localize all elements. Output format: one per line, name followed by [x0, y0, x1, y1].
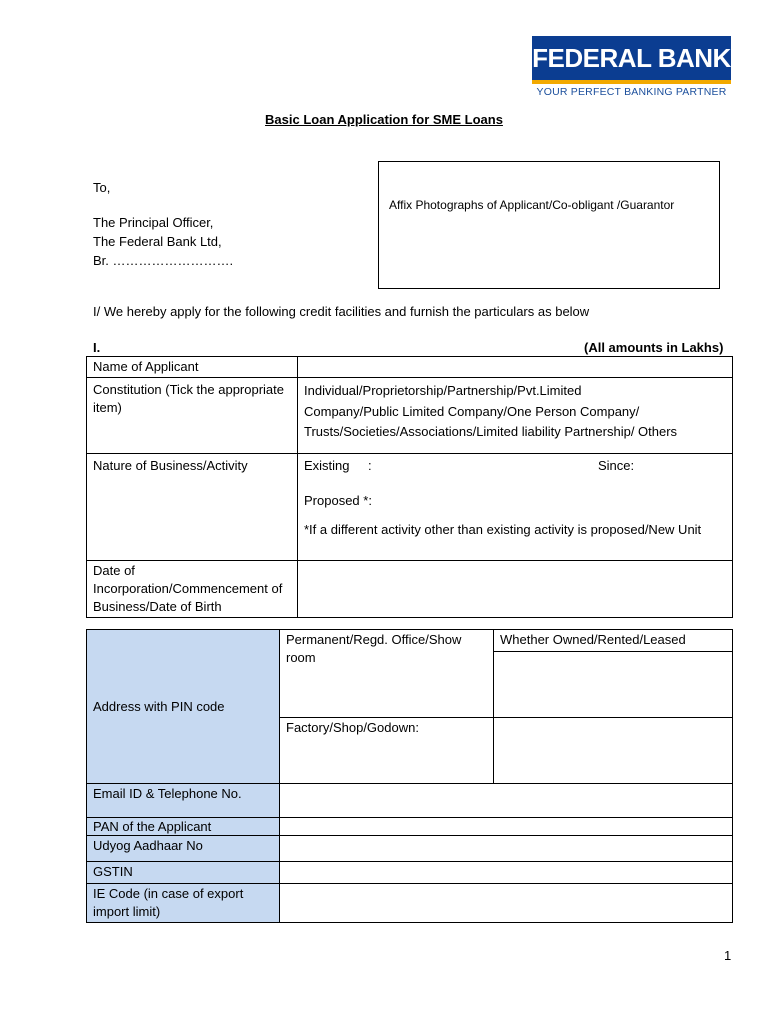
constitution-options[interactable]: [298, 378, 733, 454]
existing-label: Existing: [304, 458, 350, 473]
logo-tagline: YOUR PERFECT BANKING PARTNER: [536, 86, 727, 98]
nature-of-business-label: Nature of Business/Activity: [87, 454, 298, 561]
section-number: I.: [93, 340, 101, 355]
table-row: [87, 561, 733, 618]
date-of-incorporation-field[interactable]: [298, 561, 733, 618]
permanent-office-label: Permanent/Regd. Office/Show room: [286, 632, 462, 665]
name-of-applicant-label: Name of Applicant: [87, 357, 298, 378]
proposed-label: Proposed *:: [304, 493, 372, 508]
table-row: [87, 836, 733, 862]
table-row: [87, 862, 733, 884]
address-to: To,: [93, 180, 111, 195]
date-of-incorporation-label: Date of Incorporation/Commencement of Business/Date of Birth: [87, 561, 298, 618]
name-of-applicant-field[interactable]: [298, 357, 733, 378]
table-row: [87, 884, 733, 923]
federal-bank-logo: [532, 36, 731, 98]
table-row: [87, 357, 733, 378]
address-line-1: The Principal Officer,: [93, 215, 214, 230]
ie-code-label: IE Code (in case of export import limit): [87, 884, 280, 923]
address-with-pin-label: Address with PIN code: [87, 630, 280, 784]
existing-colon: :: [368, 458, 372, 473]
address-contact-table: [86, 629, 733, 923]
table-row: [87, 630, 733, 652]
ie-code-field[interactable]: [280, 884, 733, 923]
udyog-aadhaar-label: Udyog Aadhaar No: [87, 836, 280, 862]
nature-of-business-field[interactable]: [298, 454, 733, 561]
proposed-note: *If a different activity other than existing activity is proposed/New Unit: [304, 522, 702, 537]
gstin-field[interactable]: [280, 862, 733, 884]
amounts-note: (All amounts in Lakhs): [584, 340, 724, 355]
table-row: [87, 784, 733, 818]
photo-box-text: Affix Photographs of Applicant/Co-obligant /Guarantor: [389, 198, 675, 212]
email-telephone-field[interactable]: [280, 784, 733, 818]
logo-stripe: [532, 80, 731, 84]
owned-rented-label: Whether Owned/Rented/Leased: [494, 630, 733, 652]
pan-field[interactable]: [280, 818, 733, 836]
owned-rented-office-field[interactable]: [494, 652, 733, 718]
owned-rented-factory-field[interactable]: [494, 718, 733, 784]
constitution-line-3: Trusts/Societies/Associations/Limited liability Partnership/ Others: [304, 424, 678, 439]
table-row: [87, 378, 733, 454]
address-line-3: Br. ……………………….: [93, 253, 234, 268]
gstin-label: GSTIN: [87, 862, 280, 884]
table-row: [87, 454, 733, 561]
address-line-2: The Federal Bank Ltd,: [93, 234, 222, 249]
intro-text: I/ We hereby apply for the following credit facilities and furnish the particulars as below: [93, 304, 590, 319]
page-number: 1: [724, 948, 732, 963]
logo-wordmark: FEDERAL BANK: [532, 36, 731, 80]
permanent-office-field[interactable]: [280, 630, 494, 718]
applicant-details-table: [86, 356, 733, 618]
factory-field[interactable]: [280, 718, 494, 784]
email-telephone-label: Email ID & Telephone No.: [87, 784, 280, 818]
factory-label: Factory/Shop/Godown:: [286, 720, 419, 735]
photo-box: [378, 161, 720, 289]
document-title: Basic Loan Application for SME Loans: [265, 112, 503, 127]
udyog-aadhaar-field[interactable]: [280, 836, 733, 862]
table-row: [87, 818, 733, 836]
since-label: Since:: [598, 458, 635, 473]
constitution-line-2: Company/Public Limited Company/One Person Company/: [304, 403, 640, 419]
constitution-line-1: Individual/Proprietorship/Partnership/Pvt.Limited: [304, 383, 582, 398]
constitution-label: Constitution (Tick the appropriate item): [87, 378, 298, 454]
pan-label: PAN of the Applicant: [87, 818, 280, 836]
